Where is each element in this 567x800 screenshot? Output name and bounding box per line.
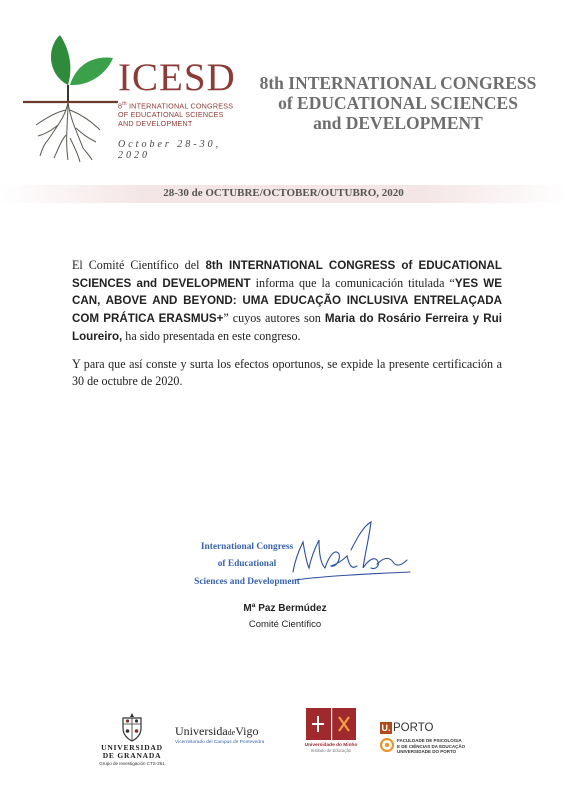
p1-text-c: informa que la comunicación titulada “ [250,275,455,290]
stamp-line2: of Educational [217,559,277,570]
congress-name: 8th INTERNATIONAL CONGRESS of EDUCATIONAL SCIENCES and DEVELOPMENT [72,259,502,290]
uvigo-name-b: Vigo [235,724,259,738]
uporto-faculty [380,738,490,755]
uminho-emblem-icon [306,708,356,740]
ugr-name-line2: DE GRANADA [102,751,162,760]
ugr-name-line1: UNIVERSIDAD [101,743,163,752]
logo-subtitle [118,100,233,128]
congress-title-line3: and DEVELOPMENT [313,113,483,133]
congress-title-line1: 8th INTERNATIONAL CONGRESS [259,73,537,93]
uporto-u: U. [381,723,391,733]
uporto-head [380,722,490,734]
icesd-logo [18,30,258,165]
universidade-porto-logo [380,722,490,755]
certificate-body [72,257,502,401]
logo-subtitle-num: 8 [118,101,123,111]
uminho-sub: Instituto de Educação [310,748,352,753]
universidade-minho-logo [300,708,362,753]
logo-acronym: ICESD [118,56,236,99]
uporto-fac-line3: UNIVERSIDADE DO PORTO [397,749,457,754]
logo-subtitle-rest: INTERNATIONAL CONGRESS [126,101,234,111]
stamp-line1: International Congress [200,542,294,552]
logo-subtitle-line3: AND DEVELOPMENT [118,119,193,129]
p1-text-d: ” cuyos autores son [223,311,325,326]
communication-title: YES WE CAN, ABOVE AND BEYOND: UMA EDUCAÇÃO INCLUSIVA ENTRELAÇADA COM PRÁTICA ERASMUS+ [72,276,502,326]
ugr-group: Grupo de Investigación CTS-261 [99,761,165,766]
congress-title-line2: of EDUCATIONAL SCIENCES [278,93,518,113]
plant-roots-icon [18,30,118,165]
congress-title [248,73,548,133]
stamp-line3: Sciences and Development [194,576,300,587]
fpce-emblem-icon [380,738,394,752]
logo-dates: October 28-30, 2020 [118,139,222,161]
uporto-name: PORTO [393,722,434,734]
logo-subtitle-sup: th [122,101,127,107]
uporto-faculty-text [397,738,465,755]
handwritten-signature [285,520,415,590]
signer-name: Mª Paz Bermúdez [243,603,327,614]
uvigo-name [175,724,290,739]
p1-text-a: El Comité Científico del [72,258,206,272]
signer-role: Comité Científico [248,619,322,630]
logo-subtitle-line2: OF EDUCATIONAL SCIENCES [118,110,224,120]
universidad-granada-logo [92,712,172,766]
uvigo-name-a: Universida [175,724,228,738]
uvigo-name-de: de [227,728,236,737]
certificate-paragraph-1 [72,257,502,346]
uminho-name: Universidade do Minho [304,743,358,748]
p1-text-e: ha sido presentada en este congreso. [122,328,301,343]
universidade-vigo-logo [175,724,290,745]
certificate-paragraph-2: Y para que así conste y surta los efectos oportunos, se expide la presente certificación a 30 de octubre de 2020. [72,356,502,389]
uporto-fac-line1: FACULDADE DE PSICOLOGIA [397,738,462,743]
uporto-fac-line2: E DE CIÊNCIAS DA EDUCAÇÃO [397,743,466,749]
granada-crest-icon [119,712,145,742]
date-band-text: 28-30 de OCTUBRE/OCTOBER/OUTUBRO, 2020 [163,187,404,199]
uvigo-sub: Vicerreitorado del Campus de Pontevedra [175,740,265,745]
authors: Maria do Rosário Ferreira y Rui Loureiro, [72,312,502,343]
